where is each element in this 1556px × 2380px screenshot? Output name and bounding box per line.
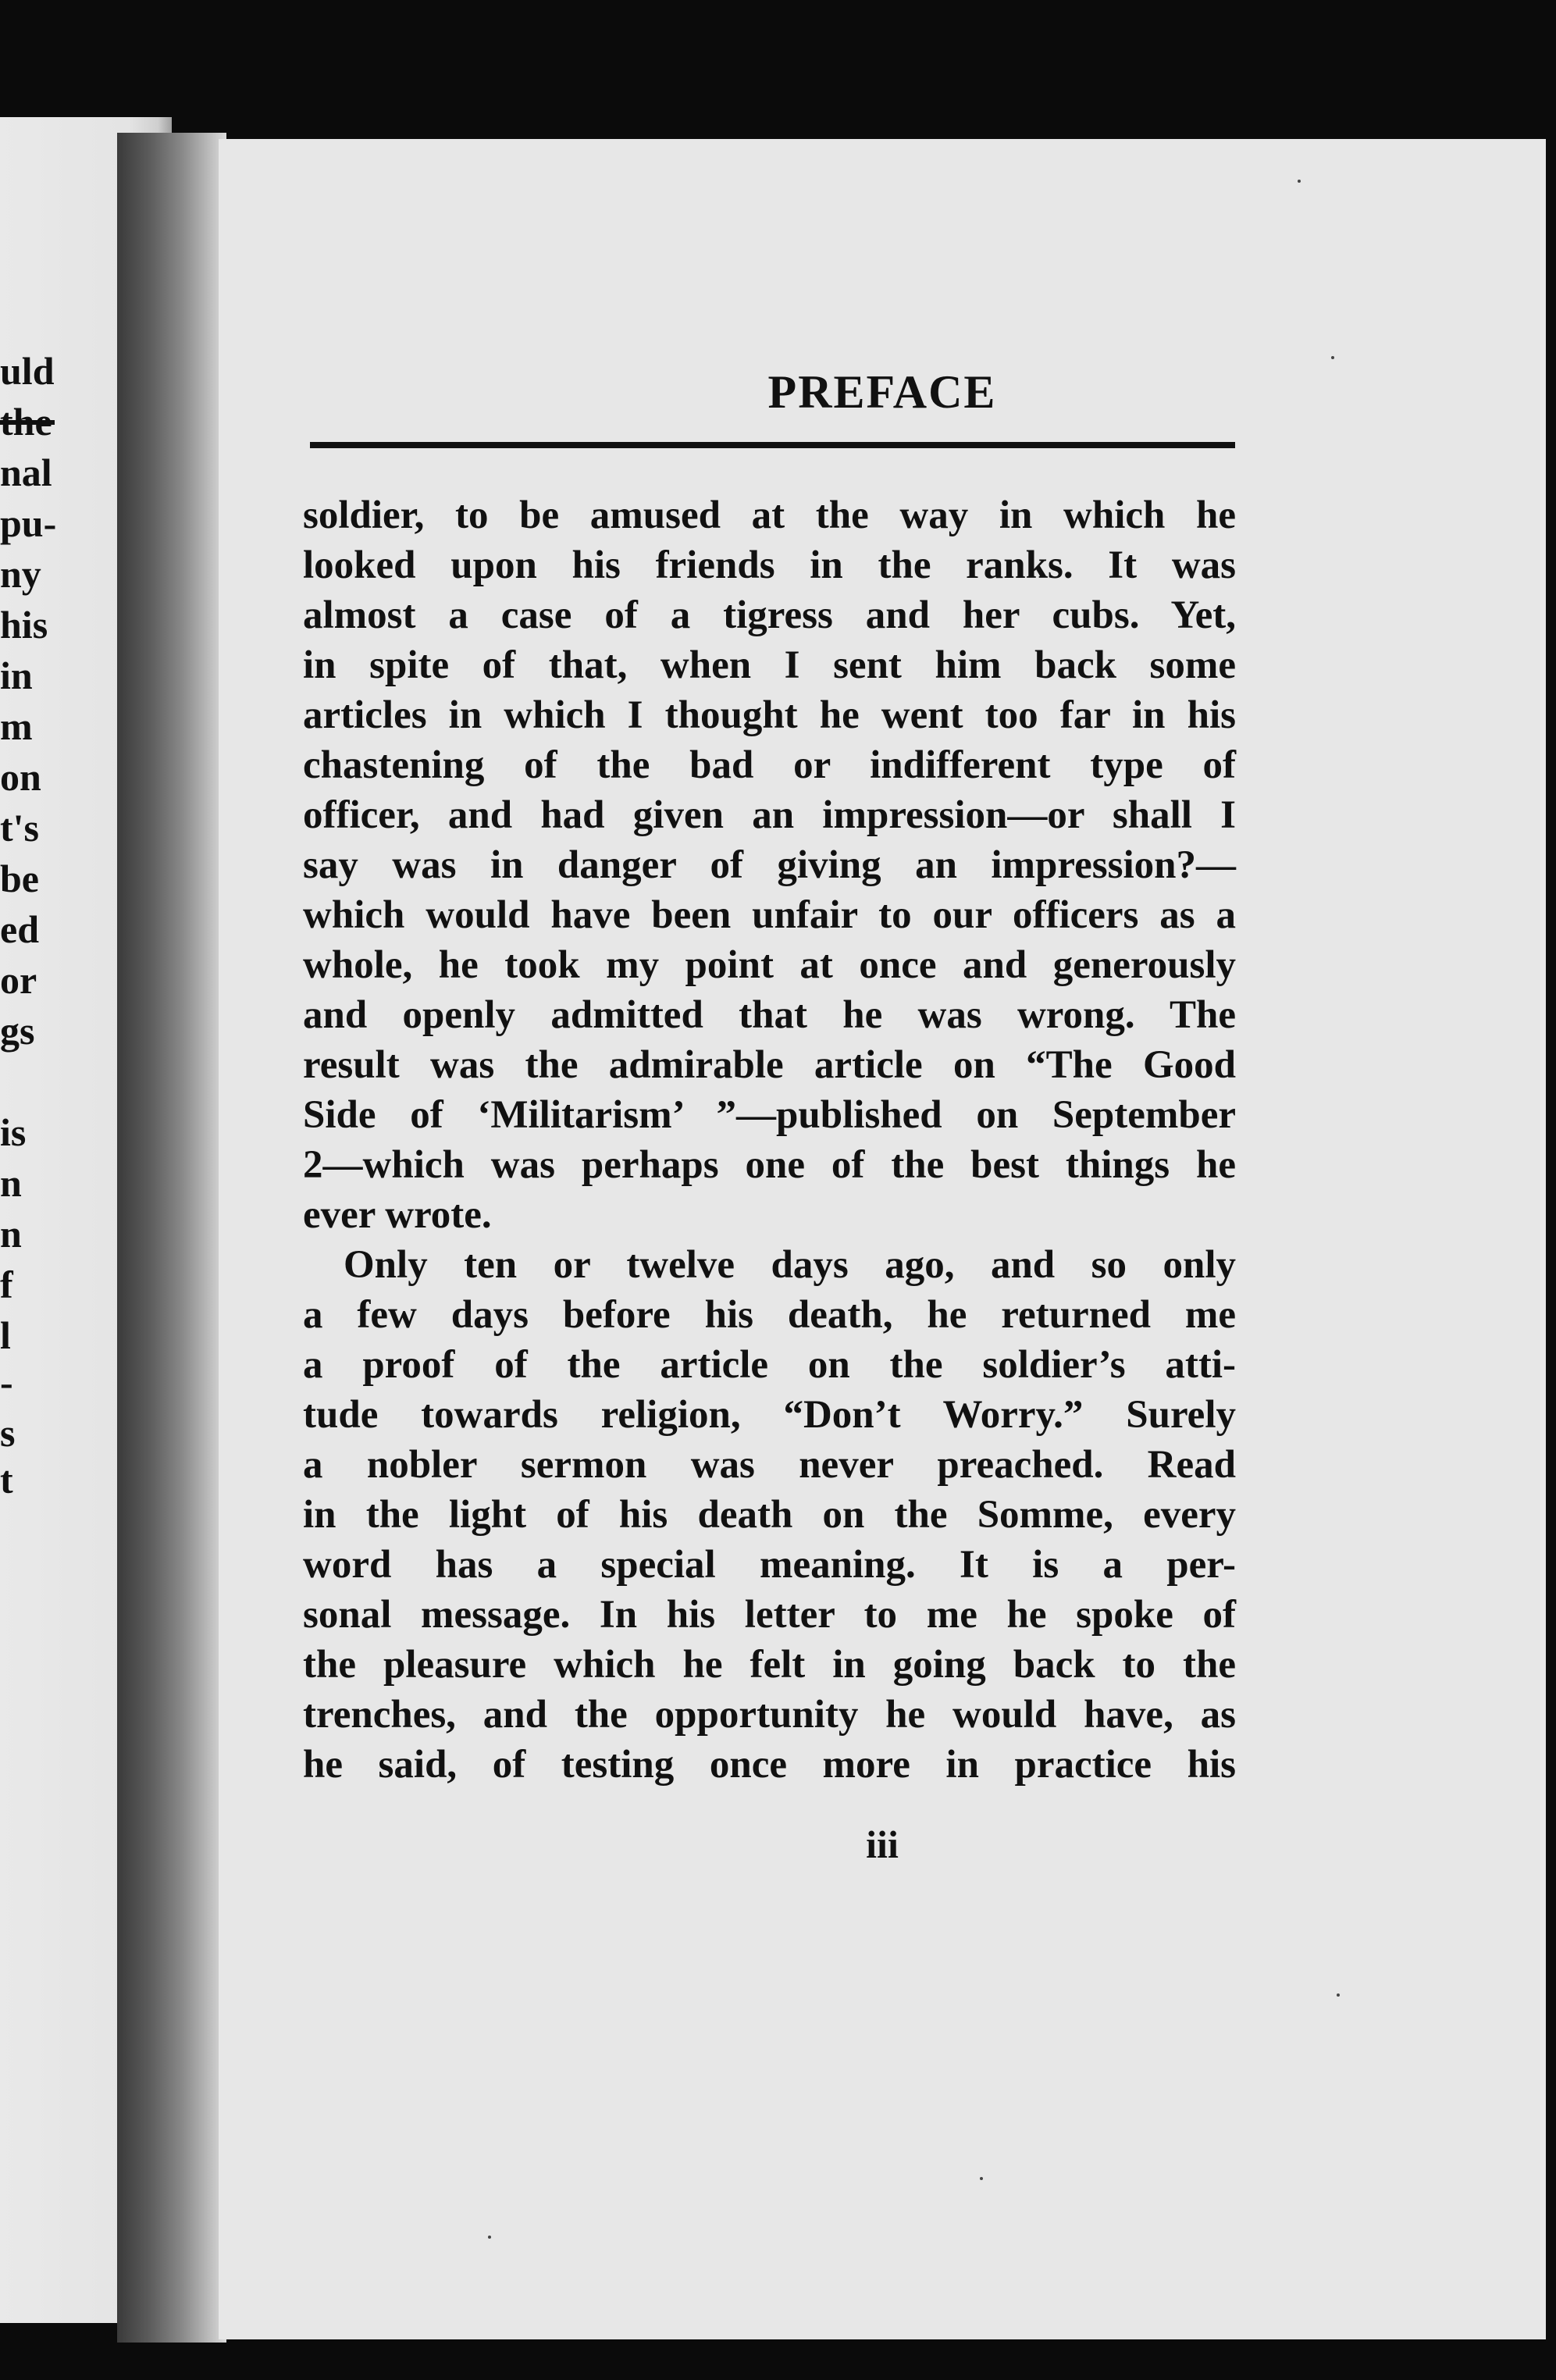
left-page-line-fragment: m [0,704,33,748]
left-page-line-fragment: ed [0,907,39,951]
text-line: a few days before his death, he returned me [303,1293,1236,1337]
text-line: which would have been unfair to our officers as a [303,893,1236,937]
left-page-line-fragment: be [0,857,39,900]
left-page-line-fragment: f [0,1263,13,1306]
text-line: in the light of his death on the Somme, every [303,1493,1236,1537]
binding-gutter-shadow [117,133,226,2343]
left-page-line-fragment: s [0,1411,16,1455]
left-page-line-fragment: in [0,654,33,697]
text-line: he said, of testing once more in practice his [303,1743,1236,1787]
text-line: in spite of that, when I sent him back some [303,643,1236,687]
text-line: chastening of the bad or indifferent type of [303,743,1236,787]
left-page-line-fragment: gs [0,1009,35,1053]
page-body-text [303,490,1236,1790]
text-line: the pleasure which he felt in going back to the [303,1643,1236,1687]
left-page-line-fragment: t [0,1458,13,1502]
left-page-line-fragment: or [0,958,37,1002]
text-line: tude towards religion, “Don’t Worry.” Surely [303,1393,1236,1437]
text-line: Side of ‘Militarism’ ”—published on September [303,1093,1236,1137]
text-line: a proof of the article on the soldier’s atti- [303,1343,1236,1387]
text-line: soldier, to be amused at the way in which he [303,493,1236,537]
running-head-rule [310,442,1235,448]
text-line: word has a special meaning. It is a per- [303,1543,1236,1587]
left-page-line-fragment: his [0,603,48,647]
paper-speck [980,2177,983,2180]
left-page-line-fragment: n [0,1161,22,1205]
text-line: sonal message. In his letter to me he spoke of [303,1593,1236,1637]
left-page-line-fragment: uld [0,349,55,393]
text-line: articles in which I thought he went too far in his [303,693,1236,737]
left-page-line-fragment: nal [0,451,52,494]
text-line: whole, he took my point at once and generously [303,943,1236,987]
paper-speck [1298,180,1301,183]
left-page-line-fragment: on [0,755,41,799]
text-line: ever wrote. [303,1193,492,1237]
left-page-line-fragment: pu- [0,501,57,545]
paper-speck [1337,1993,1340,1997]
text-line: officer, and had given an impression—or shall I [303,793,1236,837]
text-line: almost a case of a tigress and her cubs. Yet, [303,593,1236,637]
left-page-line-fragment: n [0,1212,22,1256]
text-line: looked upon his friends in the ranks. It was [303,543,1236,587]
text-line: a nobler sermon was never preached. Read [303,1443,1236,1487]
left-page-line-fragment: is [0,1110,27,1154]
text-line: trenches, and the opportunity he would have, as [303,1693,1236,1737]
paper-speck [1331,356,1334,359]
left-page-line-fragment: the [0,400,52,444]
left-page-line-fragment: ny [0,552,41,596]
text-line: say was in danger of giving an impression?— [303,843,1236,887]
right-page [219,139,1546,2339]
text-line: 2—which was perhaps one of the best things he [303,1143,1236,1187]
text-line: Only ten or twelve days ago, and so only [344,1243,1236,1287]
text-line: and openly admitted that he was wrong. The [303,993,1236,1037]
page-number: iii [866,1822,899,1866]
left-page-line-fragment: t's [0,806,39,850]
left-page-line-fragment: l [0,1313,11,1357]
text-line: result was the admirable article on “The Good [303,1043,1236,1087]
left-page-line-fragment: - [0,1360,13,1404]
running-head: PREFACE [767,366,997,418]
paper-speck [488,2236,491,2239]
